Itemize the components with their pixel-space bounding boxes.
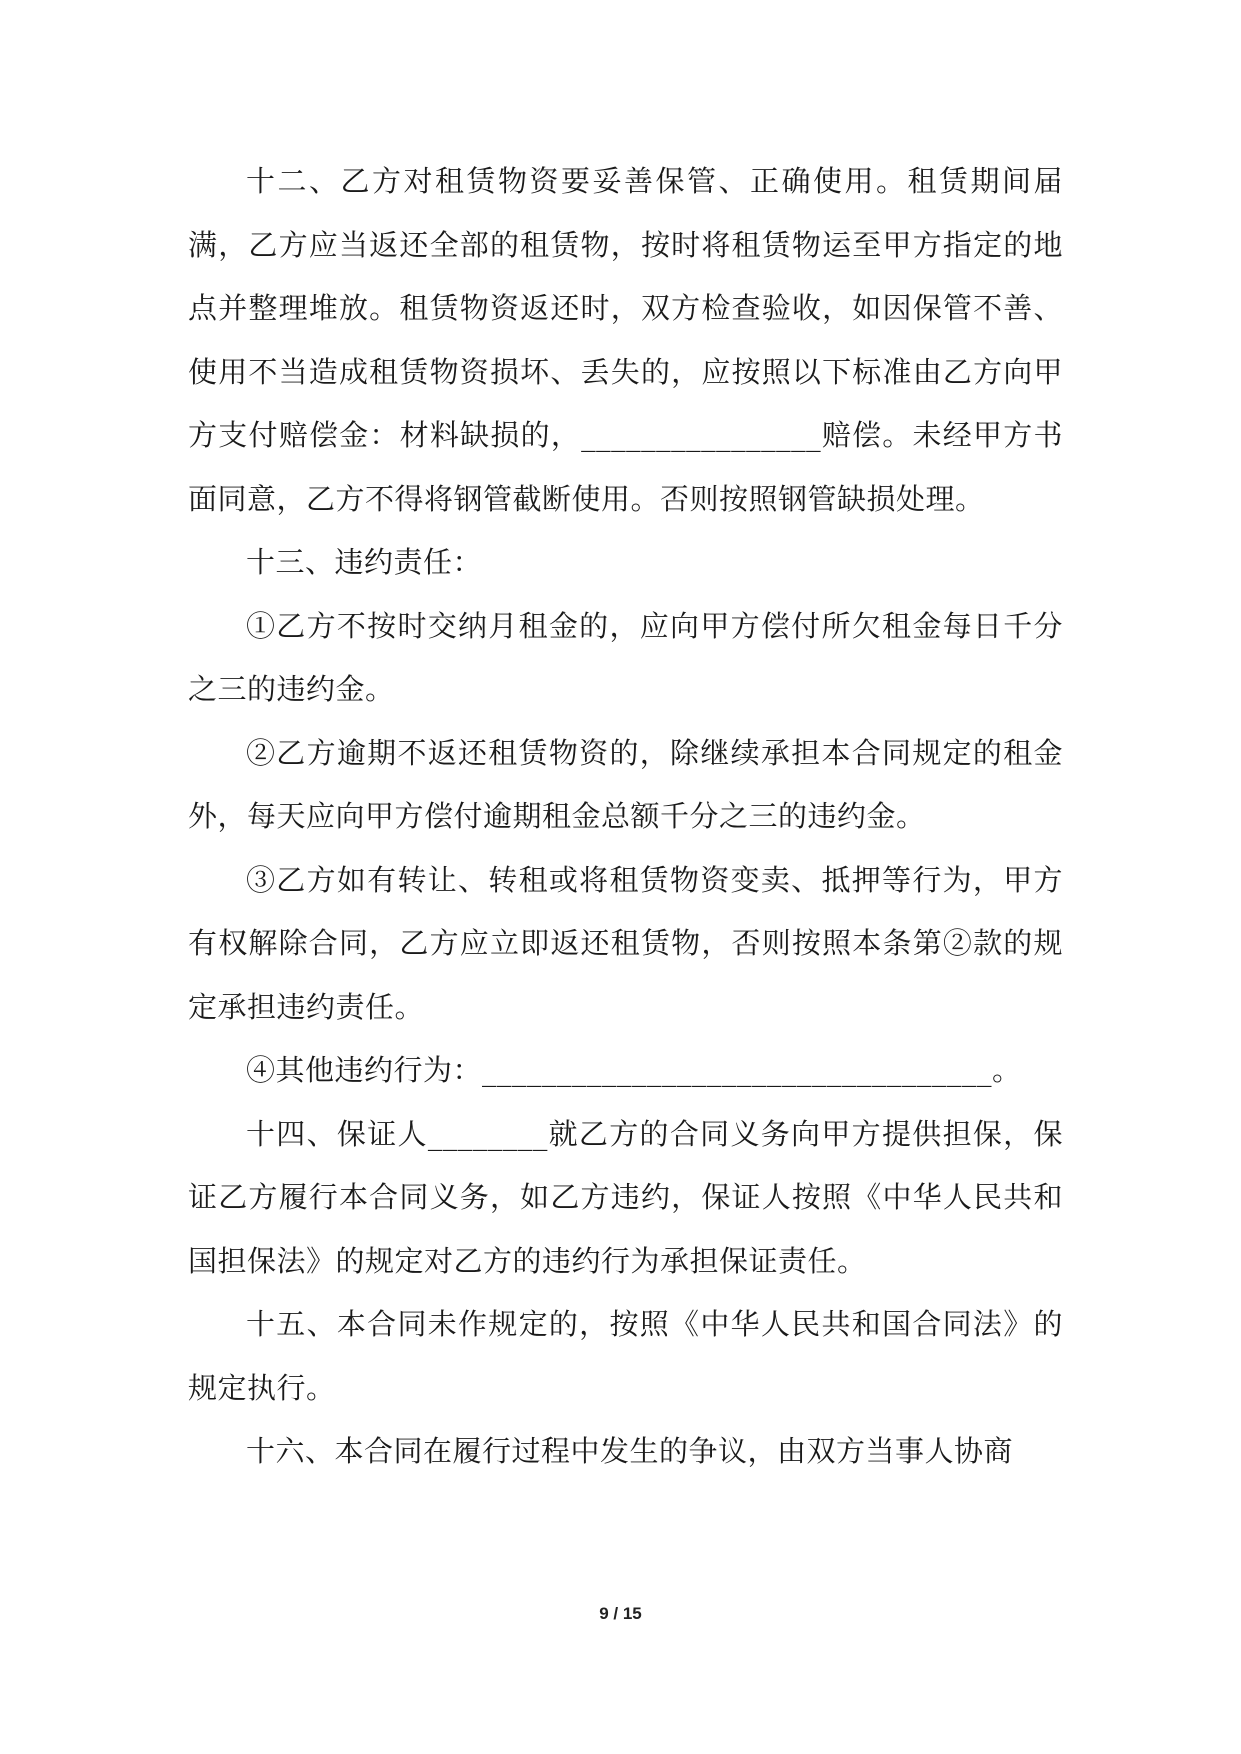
clause-16-paragraph: 十六、本合同在履行过程中发生的争议，由双方当事人协商	[246, 1434, 1014, 1468]
page-number: 9 / 15	[599, 1604, 642, 1623]
clause-13-item-1: ①乙方不按时交纳月租金的，应向甲方偿付所欠租金每日千分之三的违约金。	[188, 608, 1063, 706]
clause-15-paragraph: 十五、本合同未作规定的，按照《中华人民共和国合同法》的规定执行。	[188, 1307, 1063, 1405]
clause-14-paragraph: 十四、保证人________就乙方的合同义务向甲方提供担保，保证乙方履行本合同义务，如乙方违约，保证人按照《中华人民共和国担保法》的规定对乙方的违约行为承担保证责任。	[188, 1116, 1063, 1278]
document-body	[188, 150, 1063, 1484]
clause-13-item-4: ④其他违约行为：__________________________________。	[246, 1053, 1022, 1087]
clause-13-item-2: ②乙方逾期不返还租赁物资的，除继续承担本合同规定的租金外，每天应向甲方偿付逾期租金总额千分之三的违约金。	[188, 735, 1063, 833]
clause-13-item-3: ③乙方如有转让、转租或将租赁物资变卖、抵押等行为，甲方有权解除合同，乙方应立即返还租赁物，否则按照本条第②款的规定承担违约责任。	[188, 862, 1063, 1024]
clause-13-heading: 十三、违约责任：	[246, 545, 483, 579]
clause-12-paragraph: 十二、乙方对租赁物资要妥善保管、正确使用。租赁期间届满，乙方应当返还全部的租赁物，按时将租赁物运至甲方指定的地点并整理堆放。租赁物资返还时，双方检查验收，如因保管不善、使用不当造成租赁物资损坏、丢失的，应按照以下标准由乙方向甲方支付赔偿金：材料缺损的，________________赔偿。未经甲方书面同意，乙方不得将钢管截断使用。否则按照钢管缺损处理。	[188, 164, 1063, 516]
